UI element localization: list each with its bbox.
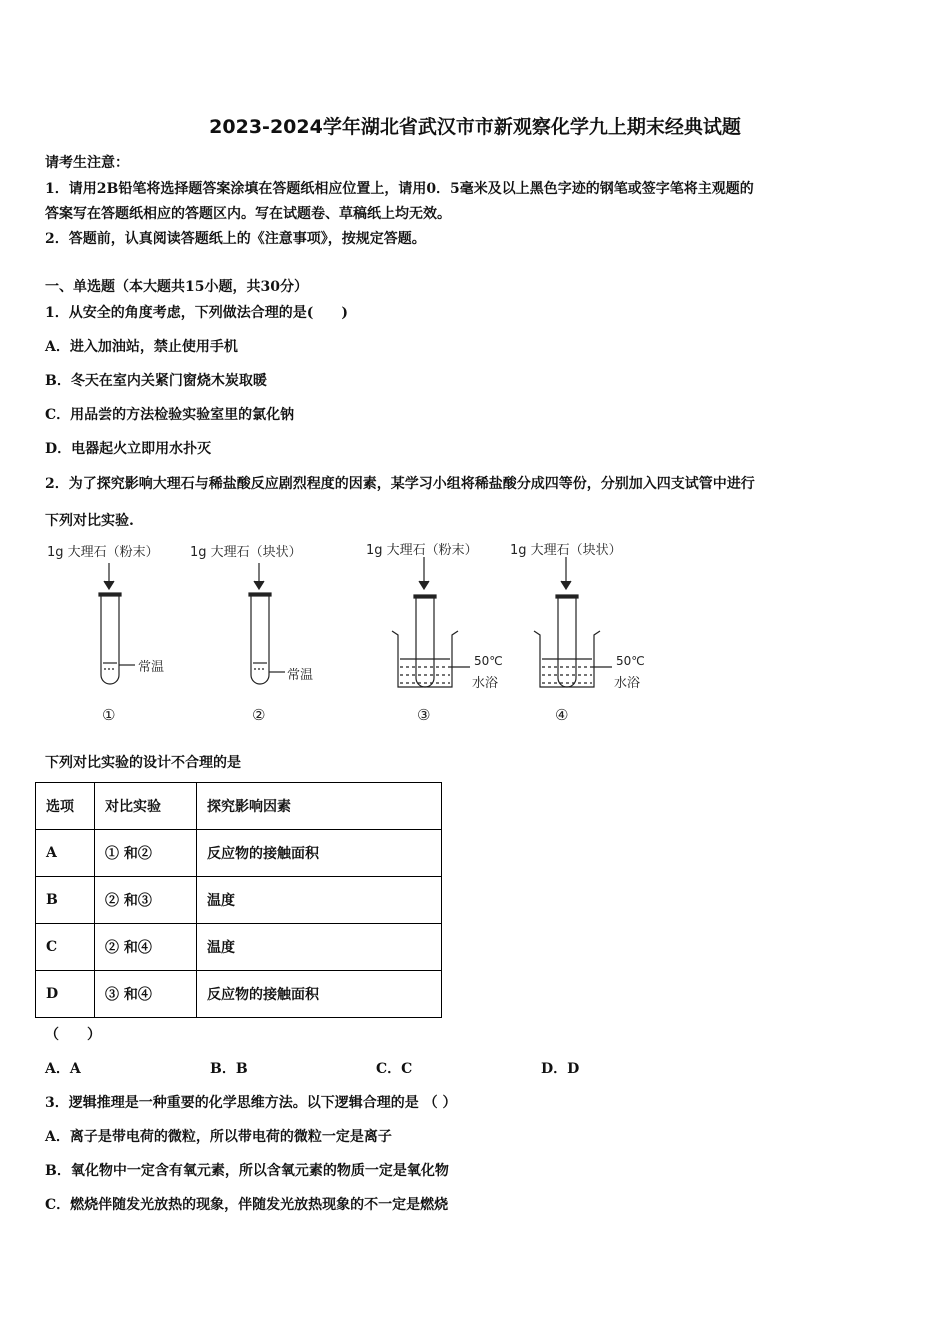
experiment-number-4: ④ — [555, 706, 569, 724]
page-title: 2023-2024学年湖北省武汉市市新观察化学九上期末经典试题 — [209, 116, 741, 138]
diagram-label-2: 1g 大理石（块状） — [190, 545, 302, 560]
q2-choice-b: B．B — [210, 1061, 248, 1077]
table-cell: A — [36, 830, 95, 877]
table-cell: D — [36, 971, 95, 1018]
table-header-row — [36, 783, 442, 830]
q2-stem-line-b: 下列对比实验. — [45, 513, 134, 529]
table-cell: 温度 — [197, 924, 442, 971]
tube1-temp-label: 常温 — [138, 660, 165, 675]
q1-stem: 1．从安全的角度考虑，下列做法合理的是( ) — [45, 305, 348, 321]
q1-option-a: A．进入加油站，禁止使用手机 — [45, 339, 238, 355]
q2-question: 下列对比实验的设计不合理的是 — [45, 755, 241, 771]
q3-option-a: A．离子是带电荷的微粒，所以带电荷的微粒一定是离子 — [45, 1129, 392, 1145]
diagram-label-1: 1g 大理石（粉末） — [47, 545, 159, 560]
tube2-temp-label: 常温 — [287, 668, 314, 683]
q3-option-b: B．氧化物中一定含有氧元素，所以含氧元素的物质一定是氧化物 — [45, 1163, 449, 1179]
table-row — [36, 830, 442, 877]
q2-stem-line-a: 2．为了探究影响大理石与稀盐酸反应剧烈程度的因素，某学习小组将稀盐酸分成四等份，分别加入四支试管中进行 — [45, 476, 755, 492]
q3-stem: 3．逻辑推理是一种重要的化学思维方法。以下逻辑合理的是 （ ） — [45, 1095, 457, 1111]
table-row — [36, 971, 442, 1018]
table-cell: ② 和③ — [95, 877, 197, 924]
table-header-cell: 对比实验 — [95, 783, 197, 830]
table-cell: 反应物的接触面积 — [197, 830, 442, 877]
experiment-number-2: ② — [252, 706, 266, 724]
q2-choice-c: C．C — [376, 1061, 413, 1077]
comparison-table — [35, 782, 442, 1018]
beaker3-bath-label: 水浴 — [472, 676, 499, 691]
notice-line-1b: 答案写在答题纸相应的答题区内。写在试题卷、草稿纸上均无效。 — [45, 206, 451, 222]
table-cell: 温度 — [197, 877, 442, 924]
diagram-label-4: 1g 大理石（块状） — [510, 543, 622, 558]
experiment-diagram — [40, 535, 660, 735]
section-heading: 一、单选题（本大题共15小题，共30分） — [45, 279, 308, 295]
table-header-cell: 选项 — [36, 783, 95, 830]
table-cell: 反应物的接触面积 — [197, 971, 442, 1018]
table-cell: ③ 和④ — [95, 971, 197, 1018]
table-cell: ② 和④ — [95, 924, 197, 971]
q3-option-c: C．燃烧伴随发光放热的现象，伴随发光放热现象的不一定是燃烧 — [45, 1197, 449, 1213]
experiment-number-1: ① — [102, 706, 116, 724]
beaker4-temp-label: 50℃ — [616, 654, 645, 668]
q1-option-c: C．用品尝的方法检验实验室里的氯化钠 — [45, 407, 295, 423]
experiment-number-3: ③ — [417, 706, 431, 724]
table-row — [36, 924, 442, 971]
notice-heading: 请考生注意： — [45, 155, 129, 171]
beaker3-temp-label: 50℃ — [474, 654, 503, 668]
notice-line-2: 2．答题前，认真阅读答题纸上的《注意事项》，按规定答题。 — [45, 231, 426, 247]
table-cell: B — [36, 877, 95, 924]
beaker4-bath-label: 水浴 — [614, 676, 641, 691]
q2-choice-d: D．D — [541, 1061, 580, 1077]
q2-choice-a: A．A — [45, 1061, 81, 1077]
table-cell: ① 和② — [95, 830, 197, 877]
table-header-cell: 探究影响因素 — [197, 783, 442, 830]
notice-line-1a: 1．请用2B铅笔将选择题答案涂填在答题纸相应位置上，请用0．5毫米及以上黑色字迹的钢笔或签字笔将主观题的 — [45, 181, 754, 197]
q2-answer-paren: （ ） — [45, 1027, 101, 1043]
table-row — [36, 877, 442, 924]
table-cell: C — [36, 924, 95, 971]
q1-option-d: D．电器起火立即用水扑灭 — [45, 441, 212, 457]
diagram-label-3: 1g 大理石（粉末） — [366, 543, 478, 558]
q1-option-b: B．冬天在室内关紧门窗烧木炭取暖 — [45, 373, 267, 389]
